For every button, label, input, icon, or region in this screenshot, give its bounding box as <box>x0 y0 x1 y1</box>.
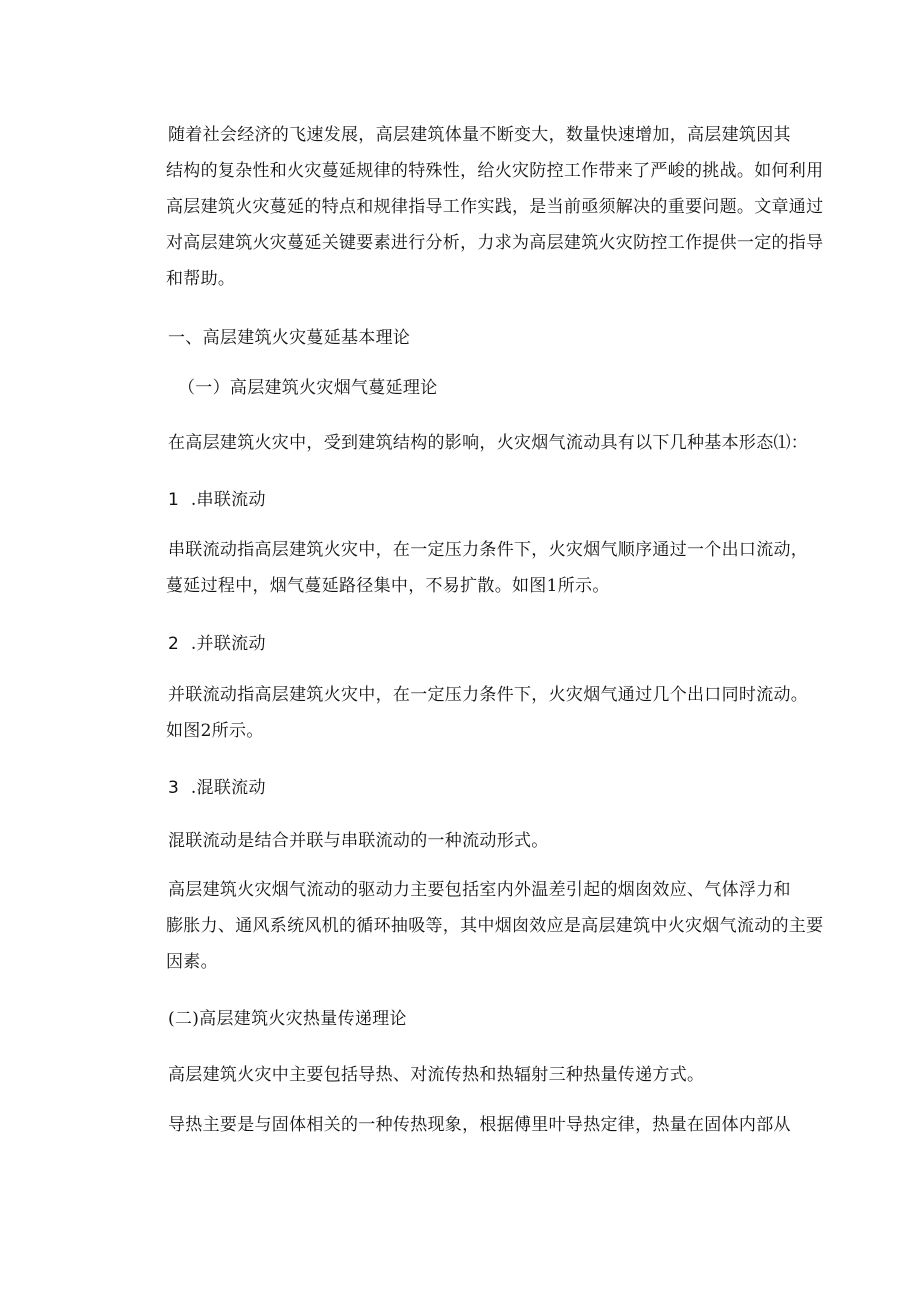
paragraph-line: 高层建筑火灾中主要包括导热、对流传热和热辐射三种热量传递方式。 <box>168 1065 705 1085</box>
list-item-number: 3 <box>168 778 180 798</box>
list-item-number: 2 <box>168 634 180 654</box>
intro-line: 高层建筑火灾蔓延的特点和规律指导工作实践，是当前亟须解决的重要问题。文章通过 <box>166 197 824 217</box>
paragraph-line: 混联流动是结合并联与串联流动的一种流动形式。 <box>168 831 549 851</box>
paragraph <box>168 425 808 461</box>
paragraph <box>168 677 808 749</box>
list-item-title: .串联流动 <box>190 490 266 510</box>
section-heading <box>168 320 410 356</box>
list-item-title: .并联流动 <box>190 634 266 654</box>
subsection-heading <box>178 370 438 406</box>
list-item-heading <box>168 626 266 662</box>
paragraph <box>168 823 549 859</box>
paragraph-line: 蔓延过程中，烟气蔓延路径集中，不易扩散。如图1所示。 <box>166 576 610 596</box>
paragraph-line: 膨胀力、通风系统风机的循环抽吸等，其中烟囱效应是高层建筑中火灾烟气流动的主要 <box>166 916 824 936</box>
paragraph-line: 并联流动指高层建筑火灾中，在一定压力条件下，火灾烟气通过几个出口同时流动。 <box>168 685 809 705</box>
paragraph-line: 串联流动指高层建筑火灾中，在一定压力条件下，火灾烟气顺序通过一个出口流动， <box>168 540 809 560</box>
subsection-heading-text: （一）高层建筑火灾烟气蔓延理论 <box>178 378 438 398</box>
paragraph <box>168 1107 791 1143</box>
subsection-heading <box>168 1001 407 1037</box>
paragraph-line: 高层建筑火灾烟气流动的驱动力主要包括室内外温差引起的烟囱效应、气体浮力和 <box>168 880 791 900</box>
subsection-heading-text: (二)高层建筑火灾热量传递理论 <box>168 1009 407 1029</box>
intro-paragraph <box>168 117 823 297</box>
list-item-number: 1 <box>168 490 180 510</box>
list-item-heading <box>168 770 266 806</box>
intro-line: 和帮助。 <box>166 269 236 289</box>
paragraph <box>168 532 808 604</box>
section-heading-text: 一、高层建筑火灾蔓延基本理论 <box>168 328 411 348</box>
intro-line: 结构的复杂性和火灾蔓延规律的特殊性，给火灾防控工作带来了严峻的挑战。如何利用 <box>166 161 824 181</box>
list-item-heading <box>168 482 266 518</box>
paragraph <box>168 1057 704 1093</box>
paragraph-line: 导热主要是与固体相关的一种传热现象，根据傅里叶导热定律，热量在固体内部从 <box>168 1115 791 1135</box>
intro-line: 随着社会经济的飞速发展，高层建筑体量不断变大，数量快速增加，高层建筑因其 <box>168 125 791 145</box>
paragraph-line: 因素。 <box>166 952 218 972</box>
paragraph <box>168 872 823 980</box>
intro-line: 对高层建筑火灾蔓延关键要素进行分析，力求为高层建筑火灾防控工作提供一定的指导 <box>166 233 824 253</box>
paragraph-line: 如图2所示。 <box>166 721 264 741</box>
paragraph-line: 在高层建筑火灾中，受到建筑结构的影响，火灾烟气流动具有以下几种基本形态⑴： <box>168 433 809 453</box>
list-item-title: .混联流动 <box>190 778 266 798</box>
